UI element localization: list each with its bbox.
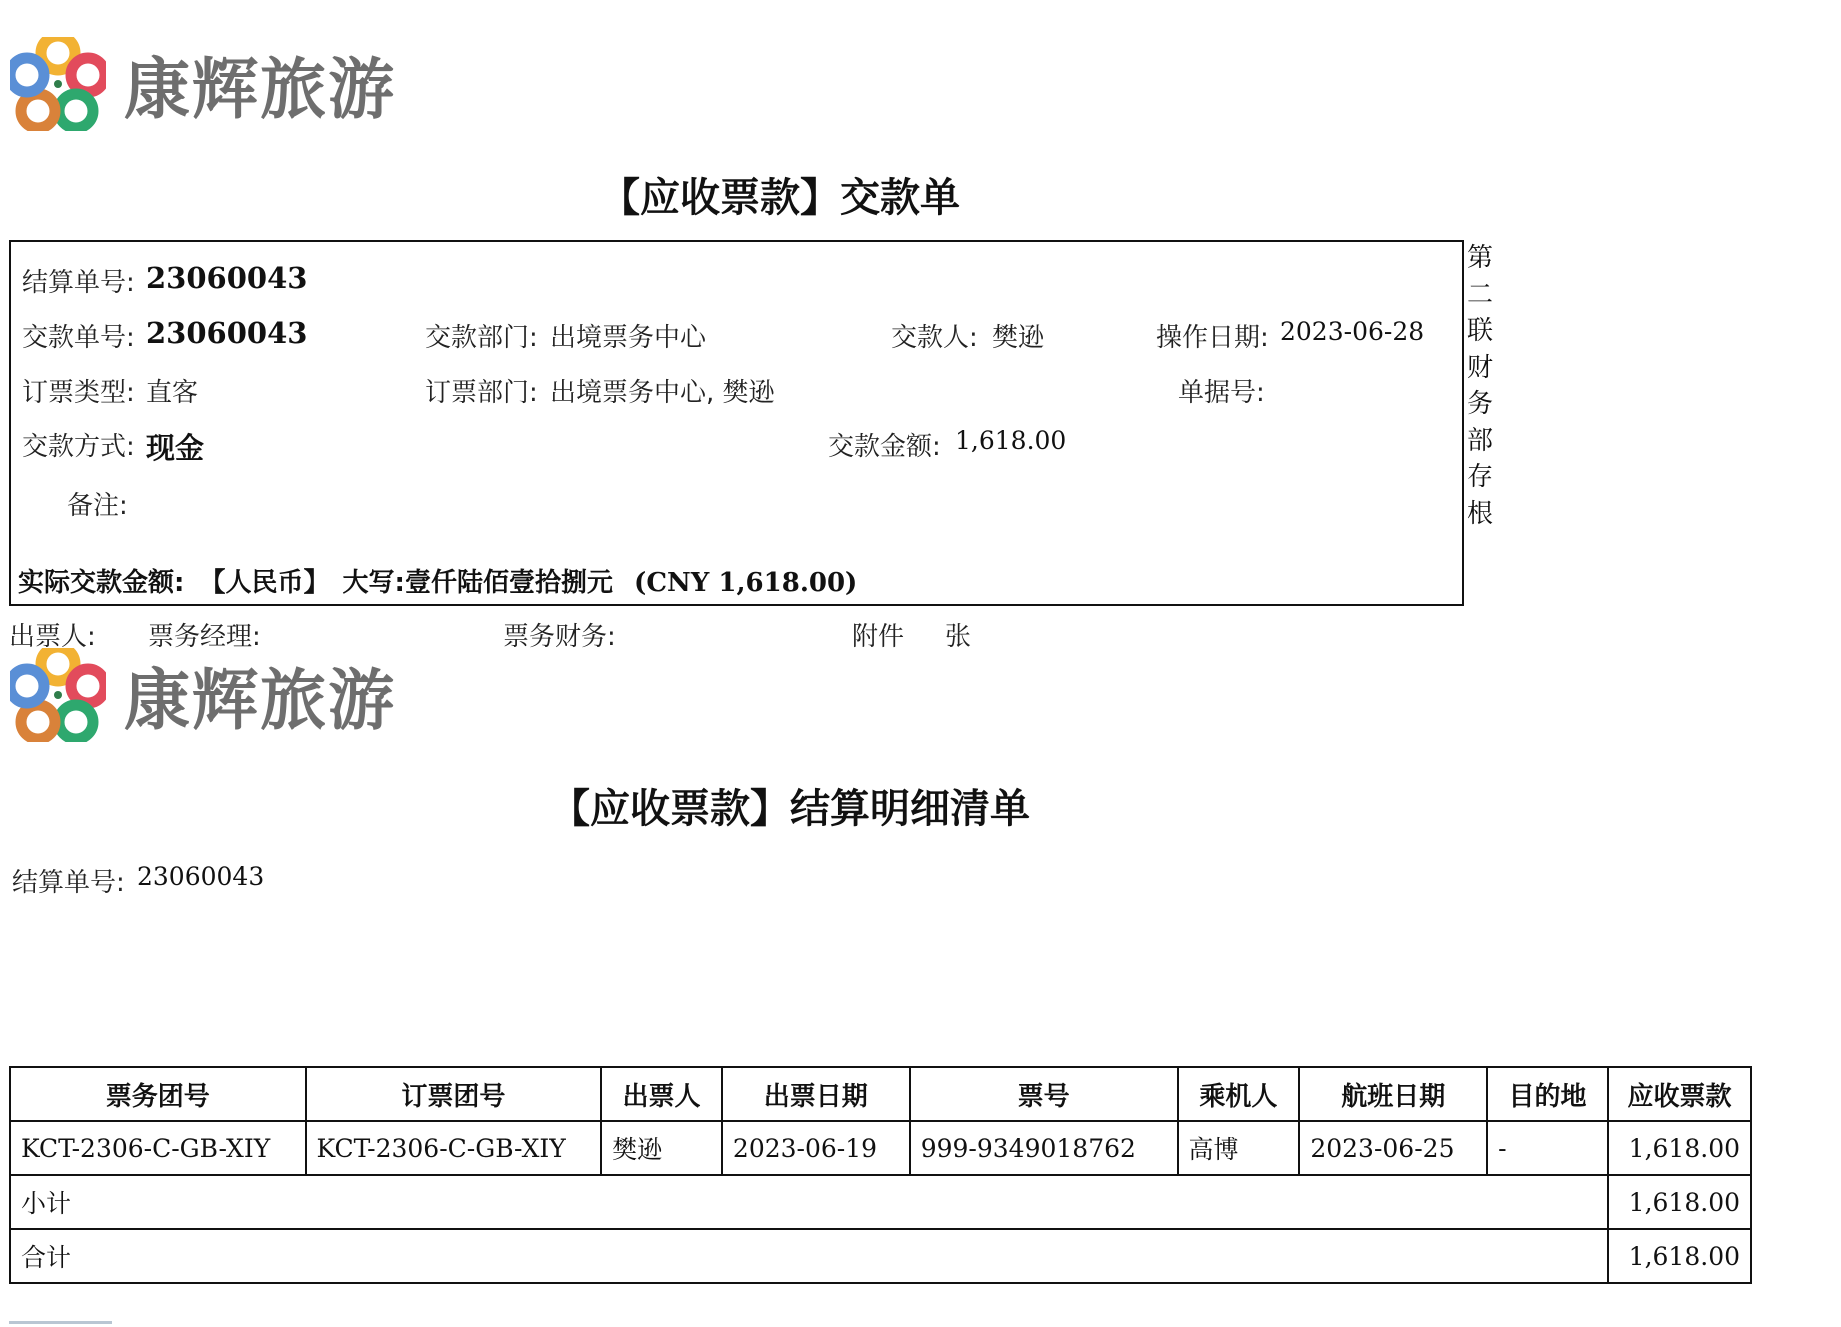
voucher-title: 【应收票款】交款单: [600, 175, 960, 221]
side-char: 第: [1466, 243, 1493, 273]
settlement-no-label: 结算单号:: [22, 268, 135, 298]
settlement-detail-table: [9, 1066, 1752, 1284]
table-header-row: [10, 1067, 1751, 1121]
finance-label: 票务财务:: [503, 622, 616, 652]
pay-dept: 出境票务中心: [550, 323, 707, 353]
manager-label: 票务经理:: [148, 622, 261, 652]
side-char: 存: [1466, 462, 1493, 492]
total-row: [10, 1229, 1751, 1283]
payer: 樊逊: [992, 323, 1045, 353]
table-cell: 2023-06-19: [722, 1121, 910, 1175]
detail-settlement-no: 23060043: [137, 862, 265, 891]
ticket-type: 直客: [146, 378, 199, 408]
column-header: 乘机人: [1178, 1067, 1300, 1121]
total-value: 1,618.00: [1608, 1229, 1751, 1283]
column-header: 应收票款: [1608, 1067, 1751, 1121]
company-logo: [10, 36, 396, 131]
subtotal-label: 小计: [10, 1175, 1608, 1229]
company-logo: [10, 647, 396, 742]
remark-label: 备注:: [67, 491, 128, 521]
column-header: 出票人: [601, 1067, 722, 1121]
column-header: 票务团号: [10, 1067, 306, 1121]
payer-label: 交款人:: [891, 323, 978, 353]
pay-method: 现金: [146, 431, 205, 465]
table-cell: KCT-2306-C-GB-XIY: [306, 1121, 602, 1175]
brand-name: 康辉旅游: [124, 51, 396, 128]
detail-settlement-no-label: 结算单号:: [12, 868, 125, 898]
subtotal-value: 1,618.00: [1608, 1175, 1751, 1229]
doc-no-label: 单据号:: [1178, 378, 1265, 408]
actual-upper-label: 大写:: [342, 568, 405, 598]
pay-method-label: 交款方式:: [22, 432, 135, 462]
subtotal-row: [10, 1175, 1751, 1229]
actual-cny: (CNY 1,618.00): [634, 568, 858, 598]
table-cell: 2023-06-25: [1299, 1121, 1487, 1175]
copy-side-label: [1465, 240, 1495, 532]
side-char: 二: [1466, 279, 1493, 310]
actual-label: 实际交款金额:: [18, 568, 185, 598]
order-dept: 出境票务中心, 樊逊: [550, 378, 775, 408]
side-char: 联: [1466, 316, 1493, 346]
table-row: [10, 1121, 1751, 1175]
flower-logo-icon: [10, 37, 106, 131]
detail-title: 【应收票款】结算明细清单: [550, 786, 1030, 832]
bottom-divider: [9, 1321, 112, 1324]
amount: 1,618.00: [955, 426, 1067, 455]
side-char: 务: [1466, 389, 1493, 419]
table-cell: 1,618.00: [1608, 1121, 1751, 1175]
amount-label: 交款金额:: [828, 432, 941, 462]
table-cell: 高博: [1178, 1121, 1300, 1175]
column-header: 目的地: [1487, 1067, 1608, 1121]
column-header: 订票团号: [306, 1067, 602, 1121]
payment-no: 23060043: [146, 316, 308, 350]
total-label: 合计: [10, 1229, 1608, 1283]
actual-amount-line: [18, 562, 857, 599]
side-char: 根: [1466, 498, 1493, 529]
brand-name: 康辉旅游: [124, 662, 396, 739]
table-cell: 樊逊: [601, 1121, 722, 1175]
pay-dept-label: 交款部门:: [425, 323, 538, 353]
table-cell: KCT-2306-C-GB-XIY: [10, 1121, 306, 1175]
column-header: 出票日期: [722, 1067, 910, 1121]
settlement-no: 23060043: [146, 261, 308, 295]
payment-no-label: 交款单号:: [22, 323, 135, 353]
attach-unit: 张: [945, 622, 972, 652]
flower-logo-icon: [10, 648, 106, 742]
column-header: 票号: [910, 1067, 1178, 1121]
actual-currency: 【人民币】: [199, 568, 330, 598]
table-cell: 999-9349018762: [910, 1121, 1178, 1175]
table-cell: -: [1487, 1121, 1608, 1175]
op-date: 2023-06-28: [1280, 317, 1425, 346]
column-header: 航班日期: [1299, 1067, 1487, 1121]
op-date-label: 操作日期:: [1156, 323, 1269, 353]
attach-label: 附件: [852, 622, 905, 652]
order-dept-label: 订票部门:: [425, 378, 538, 408]
side-char: 部: [1466, 425, 1493, 456]
actual-upper: 壹仟陆佰壹拾捌元: [404, 568, 613, 598]
ticket-type-label: 订票类型:: [22, 378, 135, 408]
side-char: 财: [1466, 352, 1493, 383]
issuer-label: 出票人:: [9, 622, 96, 652]
